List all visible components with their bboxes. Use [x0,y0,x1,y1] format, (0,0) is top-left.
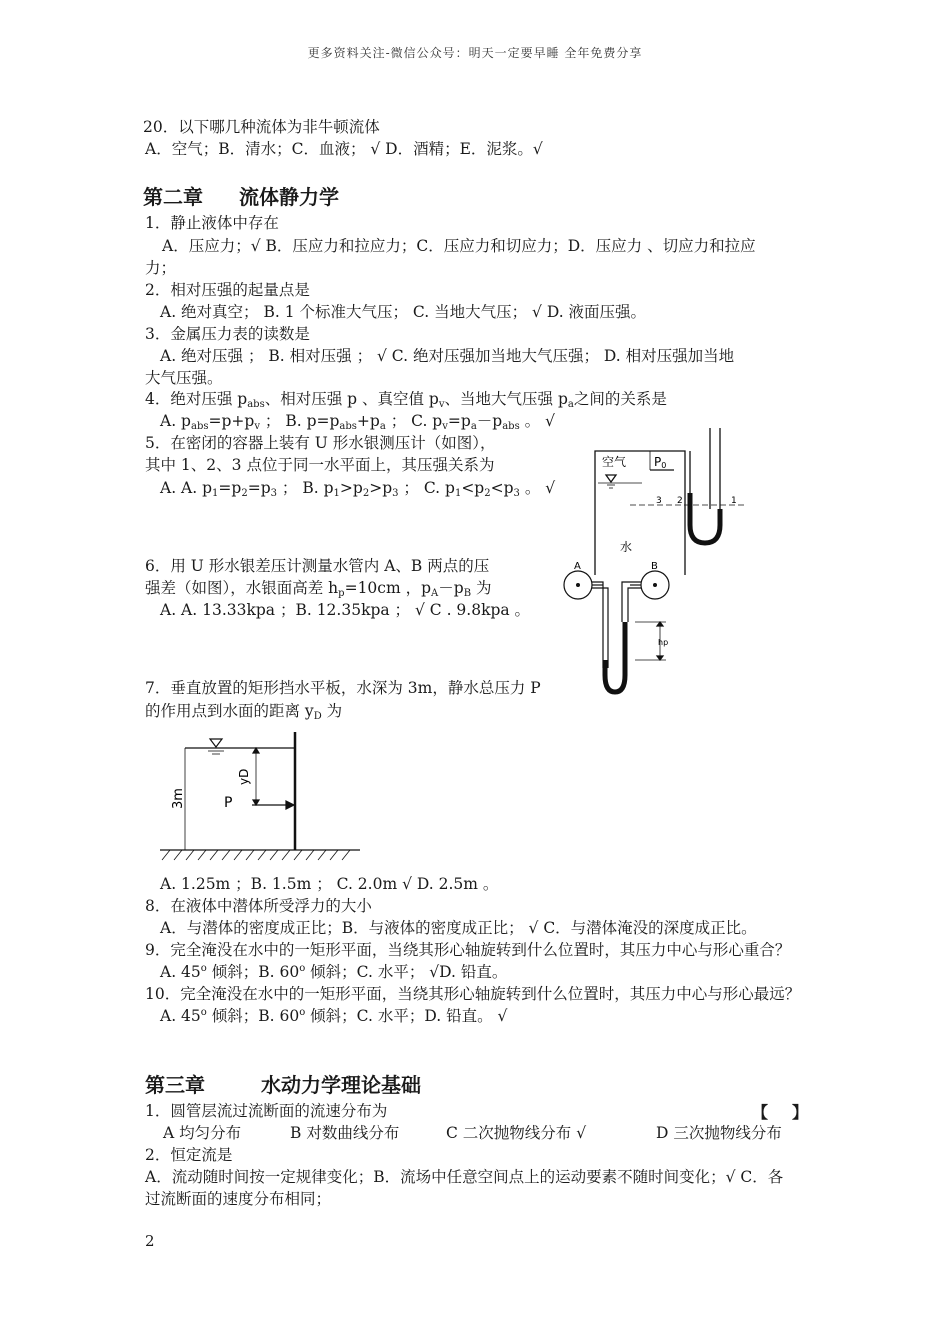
question-5: 5．在密闭的容器上装有 U 形水银测压计（如图）， [145,434,496,452]
ch3-question-2-options-cont: 过流断面的速度分布相同； [145,1190,332,1208]
page-number: 2 [145,1232,155,1250]
fig1-point-2: 2 [677,496,683,506]
fig1-point-1: 1 [731,496,737,506]
question-3-options: A. 绝对压强 ； B. 相对压强 ； √ C. 绝对压强加当地大气压强； D. 相对压强加当地 [160,347,735,365]
fig3-yd-label: yD [237,768,251,785]
fig2-label-a: A [574,561,581,572]
question-10-options: A. 45$^o$ 倾斜；B. 60$^o$ 倾斜；C. 水平；D. 铅直。 √ [160,1007,508,1025]
question-20: 20．以下哪几种流体为非牛顿流体 [143,118,380,136]
ch3-question-1: 1．圆管层流过流断面的流速分布为 [145,1102,388,1120]
fig3-depth-label: 3m [171,788,186,809]
question-7-cont: 的作用点到水面的距离 $y_D$ 为 [145,702,343,722]
chapter-3-heading [145,1072,421,1098]
fig1-air-label: 空气 [602,455,627,469]
question-1: 1．静止液体中存在 [145,214,279,232]
question-9-options: A. 45$^o$ 倾斜；B. 60$^o$ 倾斜；C. 水平； √D. 铅直。 [160,963,508,981]
answer-bracket-left: 【 [752,1103,769,1122]
question-1-options: A．压应力；√ B．压应力和拉应力；C．压应力和切应力；D．压应力 、切应力和拉应 [162,237,756,255]
question-5-options: A. A. $p_1=p_2=p_3$ ； B. $p_1>p_2>p_3$ ； C. $p_1<p_2<p_3$ 。 √ [160,479,556,499]
fig2-label-hp: hp [658,638,669,647]
figure-differential-manometer [560,560,690,700]
question-2: 2．相对压强的起量点是 [145,281,310,299]
ch3-question-2-options: A．流动随时间按一定规律变化；B．流场中任意空间点上的运动要素不随时间变化；√ C．各 [145,1168,784,1186]
question-1-options-cont: 力； [145,259,177,277]
chapter-3-title: 水动力学理论基础 [261,1073,421,1097]
question-6-cont: 强差（如图），水银面高差 $h_p=10cm$ ，$p_A-p_B$ 为 [145,579,492,599]
question-3: 3．金属压力表的读数是 [145,325,310,343]
page-header: 更多资料关注-微信公众号：明天一定要早睡 全年免费分享 [307,46,643,60]
ch3-q1-option-b: B 对数曲线分布 [290,1124,400,1142]
figure-vertical-plate [160,727,370,862]
question-20-options: A．空气；B．清水；C．血液； √ D．酒精；E．泥浆。√ [145,140,543,158]
ch3-q1-option-a: A 均匀分布 [163,1124,242,1142]
fig1-point-3: 3 [656,496,662,506]
fig3-force-label: P [224,795,233,811]
answer-bracket-right: 】 [792,1103,809,1122]
chapter-2-title: 流体静力学 [239,185,339,209]
fig2-label-b: B [651,561,658,572]
question-4-options: A. $p_{abs}=p+p_v$ ； B. $p=p_{abs}+p_a$ ； C. $p_v=p_a-p_{abs}$ 。 √ [160,412,555,432]
chapter-2-number: 第二章 [143,185,203,209]
ch3-question-2: 2．恒定流是 [145,1146,233,1164]
question-6: 6．用 U 形水银差压计测量水管内 A、B 两点的压 [145,557,490,575]
question-8-options: A．与潜体的密度成正比；B．与液体的密度成正比； √ C．与潜体淹没的深度成正比。 [160,919,757,937]
question-2-options: A. 绝对真空； B. 1 个标准大气压； C. 当地大气压； √ D. 液面压强。 [160,303,647,321]
fig1-water-label: 水 [620,540,633,554]
fig1-p0-label: P0 [654,455,667,470]
figure-u-tube-manometer [590,425,750,575]
question-6-options: A. A. 13.33kpa ；B. 12.35kpa ； √ C . 9.8kpa 。 [160,601,531,619]
question-5-cont: 其中 1、2、3 点位于同一水平面上，其压强关系为 [145,456,495,474]
chapter-3-number: 第三章 [145,1073,205,1097]
question-8: 8．在液体中潜体所受浮力的大小 [145,897,372,915]
question-7: 7．垂直放置的矩形挡水平板，水深为 3m，静水总压力 P [145,679,541,697]
question-3-options-cont: 大气压强。 [145,369,223,387]
ch3-q1-option-d: D 三次抛物线分布 [656,1124,782,1142]
chapter-2-heading [143,184,339,210]
ch3-q1-option-c: C 二次抛物线分布 √ [446,1124,587,1142]
question-9: 9．完全淹没在水中的一矩形平面，当绕其形心轴旋转到什么位置时，其压力中心与形心重合？ [145,941,791,959]
question-7-options: A. 1.25m ；B. 1.5m ； C. 2.0m √ D. 2.5m 。 [160,875,499,893]
question-10: 10．完全淹没在水中的一矩形平面，当绕其形心轴旋转到什么位置时，其压力中心与形心最远？ [145,985,801,1003]
question-4: 4．绝对压强 $p_{abs}$、相对压强 p 、真空值 $p_v$、当地大气压强 $p_a$之间的关系是 [145,390,667,410]
